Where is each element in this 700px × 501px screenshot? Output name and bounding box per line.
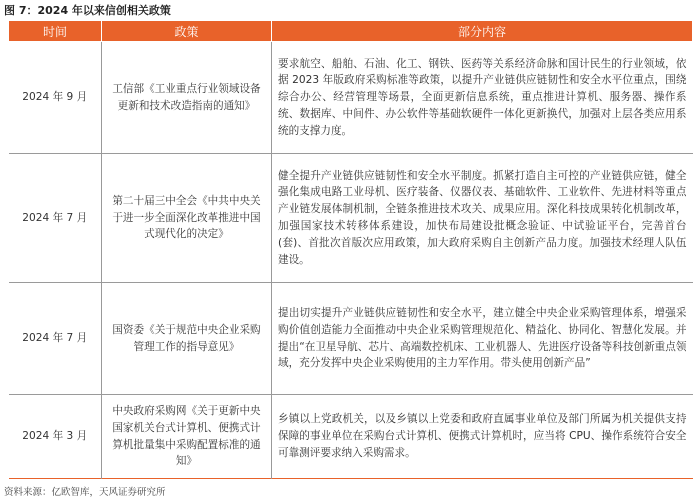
row-time: 2024 年 7 月 — [9, 154, 102, 283]
row-time: 2024 年 7 月 — [9, 283, 102, 395]
row-time: 2024 年 3 月 — [9, 395, 102, 479]
row-policy: 国资委《关于规范中央企业采购管理工作的指导意见》 — [102, 283, 272, 395]
table-row — [9, 395, 693, 479]
source-note: 资料来源：亿欧智库，天风证券研究所 — [4, 487, 166, 498]
table-header-row — [9, 21, 693, 42]
row-policy: 第二十届三中全会《中共中央关于进一步全面深化改革推进中国式现代化的决定》 — [102, 154, 272, 283]
table-row — [9, 283, 693, 395]
table-row — [9, 42, 693, 154]
header-policy: 政策 — [102, 21, 272, 42]
row-content: 健全提升产业链供应链韧性和安全水平制度。抓紧打造自主可控的产业链供应链，健全强化集成电路工业母机、医疗装备、仪器仪表、基础软件、工业软件、先进材料等重点产业链发展体制机制，全链条推进技术攻关、成果应用。深化科技成果转化机制改革，加强国家技术转移体系建设，加快布局建设批概念验证、中试验证平台，完善首台(套)、首批次首版次应用政策，加大政府采购自主创新产品力度。加强技术经理人队伍建设。 — [278, 169, 687, 266]
header-content: 部分内容 — [272, 21, 693, 42]
row-policy: 中央政府采购网《关于更新中央国家机关台式计算机、便携式计算机批量集中采购配置标准的通知》 — [102, 395, 272, 479]
row-time: 2024 年 9 月 — [9, 42, 102, 154]
row-content: 乡镇以上党政机关，以及乡镇以上党委和政府直属事业单位及部门所属为机关提供支持保障的事业单位在采购台式计算机、便携式计算机时，应当将 CPU、操作系统符合安全可靠测评要求纳入采购需求。 — [278, 413, 687, 459]
header-time: 时间 — [9, 21, 102, 42]
row-policy: 工信部《工业重点行业领域设备更新和技术改造指南的通知》 — [102, 42, 272, 154]
policy-table — [8, 20, 693, 479]
row-content: 要求航空、船舶、石油、化工、钢铁、医药等关系经济命脉和国计民生的行业领域，依据 2023 年版政府采购标准等政策，以提升产业链供应链韧性和安全水平位重点，围绕综合办公、经营管理等场景，全面更新信息系统，重点推进计算机、服务器、操作系统、数据库、中间件、办公软件等基础软硬件一体化更新换代，加强对上层各类应用系统的支撑力度。 — [278, 57, 687, 137]
figure-title: 图 7：2024 年以来信创相关政策 — [4, 4, 171, 17]
row-content: 提出切实提升产业链供应链韧性和安全水平，建立健全中央企业采购管理体系，增强采购价值创造能力全面推动中央企业采购管理规范化、精益化、协同化、智慧化发展。并提出“在卫星导航、芯片、高端数控机床、工业机器人、先进医疗设备等科技创新重点领域，充分发挥中央企业采购使用的主力军作用。带头使用创新产品” — [278, 306, 687, 370]
table-row — [9, 154, 693, 283]
